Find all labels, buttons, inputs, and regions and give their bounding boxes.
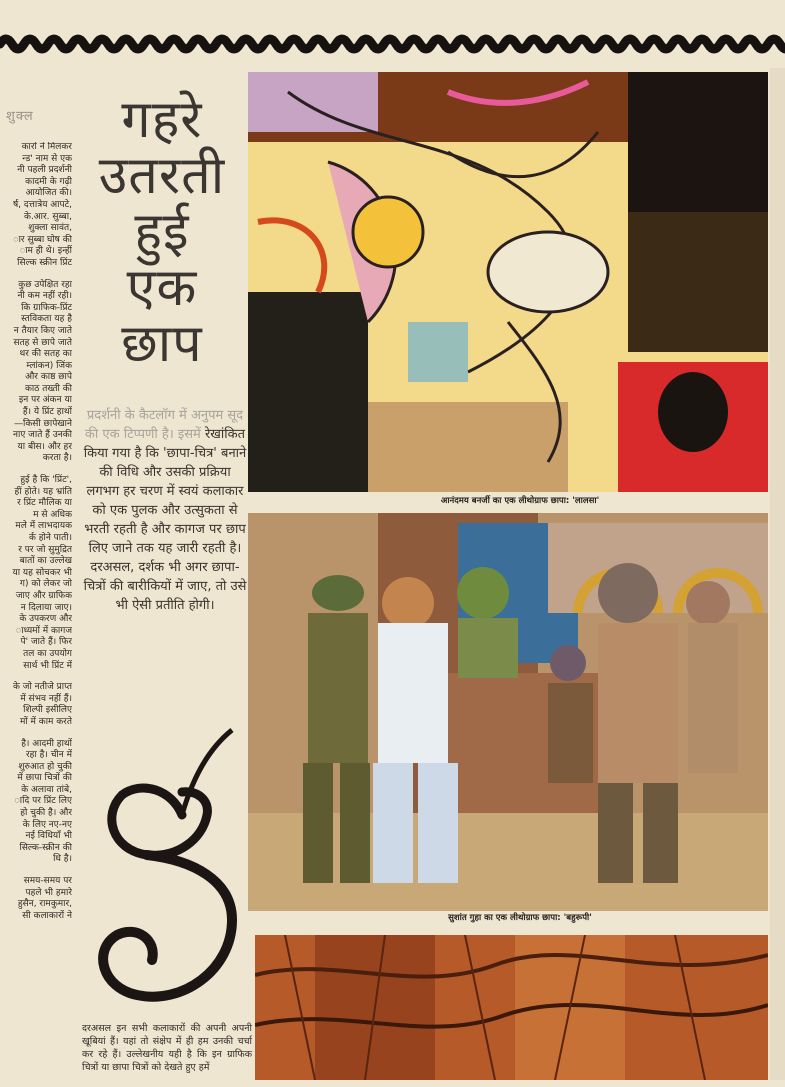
column-paragraph: हुई है कि 'प्रिंट', हीं होते। यह भ्रांति र प्रिंट मौलिक या म से अधिक मले में लाभदायक र्क होने पाती। र पर जो सुमुद्रित बातों का उल्लेख या यह सोचकर भी ग) को लेकर जो जाए और ग्राफिक न दिलाया जाए। के उपकरण और ाध्यमों में कागज पे' जाते हैं। फिर तल का उपयोग सार्थ भी प्रिंट में <box>12 475 72 671</box>
bottom-paragraph: दरअसल इन सभी कलाकारों की अपनी अपनी खूबियां हैं। यहां तो संक्षेप में ही हम उनकी चर्चा कर रहे हैं। उल्लेखनीय यही है कि इन ग्राफिक चित्रों या छापा चित्रों को देखते हुए हमें <box>82 1023 252 1073</box>
column-paragraph: कारों ने मिलकर न्ड' नाम से एक नी पहली प्रदर्शनी कादमी के गढ़ी आयोजित की। र्ष, दत्तात्रेय आपटे, के.आर. सुब्बा, शुक्ला सावंत, ार सुब्बा घोष की ाम ही थे। इन्हीं सिल्क स्क्रीन प्रिंट <box>12 142 72 268</box>
decorative-dropcap-glyph <box>82 720 252 1020</box>
print-image-bottom <box>255 935 768 1080</box>
column-paragraph: कुछ उपेक्षित रहा नी कम नहीं रही। कि ग्राफिक-प्रिंट स्तविकता यह है न तैयार किए जाते सतह से छापे जाते थर की सतह का म्लांकन) जिंक और काष्ठ छापे काठ तख्ती की इन पर अंकन या हैं। ये प्रिंट हाथों —किसी छापेखाने नाए जाते हैं उनकी या बीस। और हर करता है। <box>13 279 72 464</box>
title-line: छाप <box>121 314 203 374</box>
title-line: उतरती <box>98 146 226 206</box>
image-caption: आनंदमय बनर्जी का एक लीथोग्राफ छापा: 'लालसा' <box>440 496 600 506</box>
right-margin-strip <box>770 68 785 1080</box>
left-text-column <box>0 142 72 1087</box>
column-paragraph: के जो नतीजे प्राप्त में संभव नहीं हैं। शिल्पी इसीलिए मों में काम करते <box>13 682 72 727</box>
author-fragment: शुक्ल <box>6 109 34 124</box>
wavy-header-border <box>0 0 785 60</box>
column-paragraph: है। आदमी हाथों रहा है। चीन में शुरुआत हो चुकी में छापा चित्रों की के अलावा तांबे, ादि पर प्रिंट लिए हो चुकी है। और के लिए नए-नए नई विधियाँ भी सिल्क-स्क्रीन की धि है। <box>14 738 72 865</box>
title-line: एक <box>126 258 198 318</box>
title-line: हुई <box>134 202 190 262</box>
pull-quote-lead: प्रदर्शनी के कैटलॉग में अनुपम सूद की एक टिप्पणी है। इसमें <box>84 408 244 442</box>
pull-quote <box>82 406 248 615</box>
column-paragraph: समय-समय पर पहले भी हमारे हुसैन, रामकुमार, सी कलाकारों ने <box>17 876 72 921</box>
lithograph-image-bahuroopi <box>248 513 768 911</box>
title-line: गहरे <box>121 90 203 150</box>
lithograph-image-lalsa <box>248 72 768 492</box>
image-caption: सुशांत गुहा का एक लीथोग्राफ छापा: 'बहुरूपी' <box>448 913 592 923</box>
article-title <box>86 92 238 372</box>
pull-quote-body: रेखांकित किया गया है कि 'छापा-चित्र' बनाने की विधि और उसकी प्रक्रिया लगभग हर चरण में स्वयं कलाकार को एक पुलक और उत्सुकता से भरती रहती है और कागज पर छाप लिए जाने तक यह जारी रहती है। दरअसल, दर्शक भी अगर छापा-चित्रों की बारीकियों में जाए, तो उसे भी ऐसी प्रतीति होगी। <box>83 427 247 613</box>
